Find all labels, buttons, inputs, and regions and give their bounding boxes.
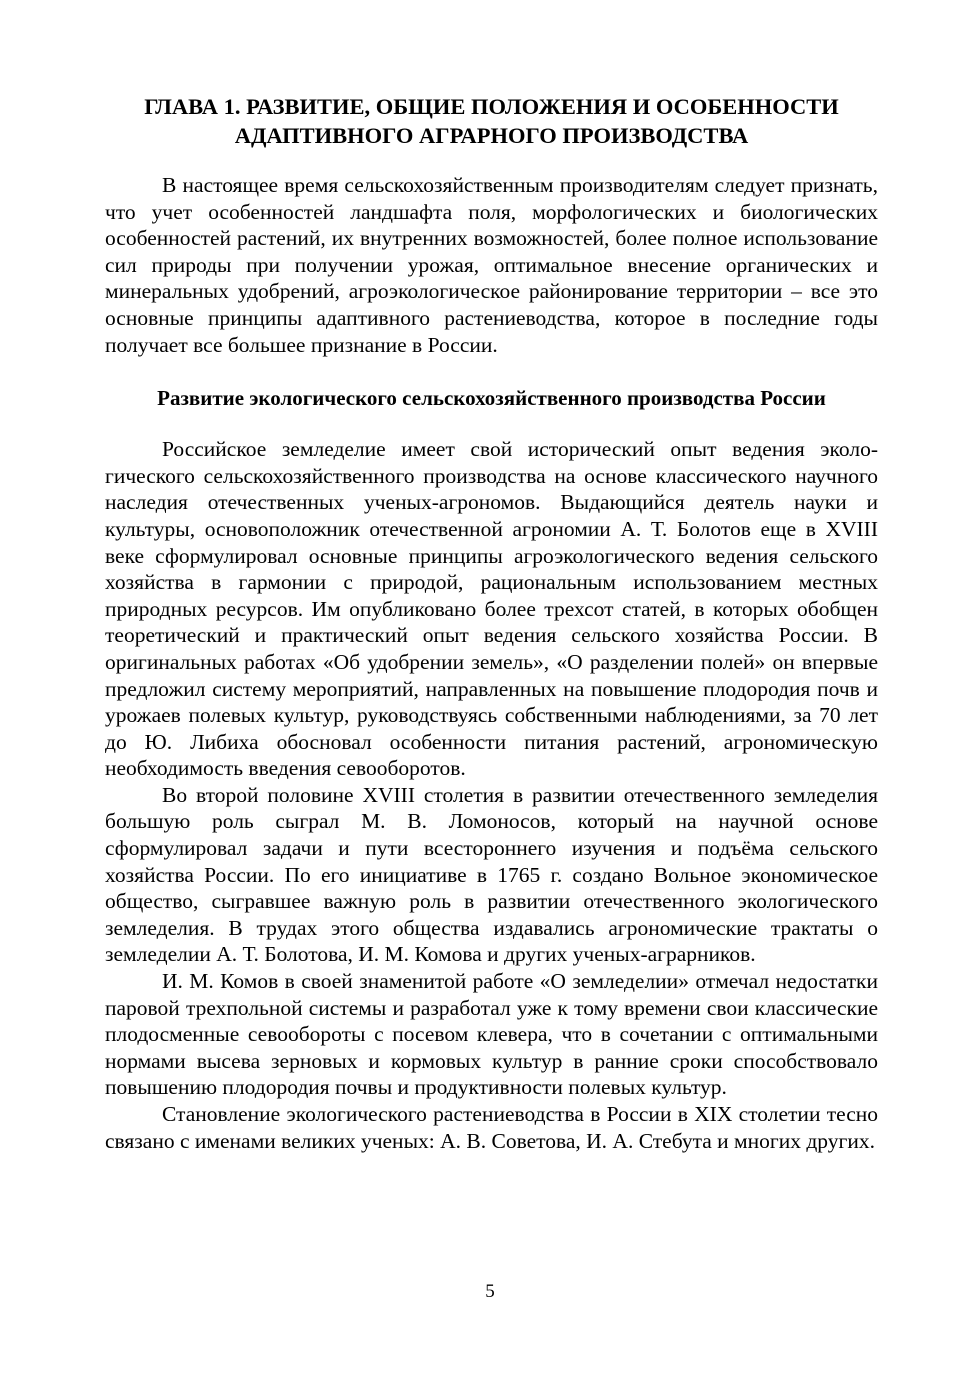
body-paragraph-lomonosov: Во второй половине XVIII столетия в развитии отечественного земледелия большую роль сыграл М. В. Ломоносов, который на научной основе сформулировал задачи и пути всестороннего изучения и подъёма сельского хозяйства России. По его инициативе в 1765 г. создано Вольное экономическое общество, сыгравшее важную роль в развитии отечественного экологического земледелия. В трудах этого общества издавались агрономические трактаты о земледелии А. Т. Болотова, И. М. Комова и других ученых-аграрников. [105,782,878,967]
body-paragraph-komov: И. М. Комов в своей знаменитой работе «О земледелии» отмечал недостатки паровой трехпольной системы и разработал уже к тому времени свои классические плодосменные севообороты с посевом клевера, что в сочетании с оптимальными нормами высева зерновых и кормовых культур в ранние сроки способствовало повышению плодородия почвы и продуктивности полевых культур. [105,969,878,1100]
chapter-title-line-1: ГЛАВА 1. РАЗВИТИЕ, ОБЩИЕ ПОЛОЖЕНИЯ И ОСОБЕННОСТИ [144,94,839,119]
intro-paragraph: В настоящее время сельскохозяйственным производителям следует признать, что учет особенностей ландшафта поля, морфологических и биологических особенностей растений, их внутренних возможностей, более полное использование сил природы при получении урожая, оптимальное внесение органических и минеральных удобрений, агроэкологическое районирование территории – все это основные принципы адаптивного растениеводства, которое в последние годы получает все большее признание в России. [105,173,878,357]
section-heading: Развитие экологического сельскохозяйственного производства России [157,386,826,411]
chapter-title-line-2: АДАПТИВНОГО АГРАРНОГО ПРОИЗВОДСТВА [234,123,749,148]
body-paragraph-xix-century: Становление экологического растениеводства в России в XIX столетии тесно связано с именами великих ученых: А. В. Советова, И. А. Стебута и многих других. [105,1102,878,1153]
page-content [105,92,878,1154]
page-number: 5 [485,1281,495,1302]
body-paragraph-bolotov: Российское земледелие имеет свой исторический опыт ведения экологического сельскохозяйственного производства на основе классического научного наследия отечественных ученых-агрономов. Выдающийся деятель науки и культуры, основоположник отечественной агрономии А. Т. Болотов еще в XVIII веке сформулировал основные принципы агроэкологического ведения сельского хозяйства в гармонии с природой, рациональным использованием местных природных ресурсов. Им опубликовано более трехсот статей, в которых обобщен теоретический и практический опыт ведения сельского хозяйства России. В оригинальных работах «Об удобрении земель», «О разделении полей» он впервые предложил систему мероприятий, направленных на повышение плодородия почв и урожаев полевых культур, руководствуясь собственными наблюдениями, за 70 лет до Ю. Либиха обосновал особенности питания растений, агрономическую необходимость введения севооборотов. [105,437,878,781]
chapter-title [105,92,878,150]
